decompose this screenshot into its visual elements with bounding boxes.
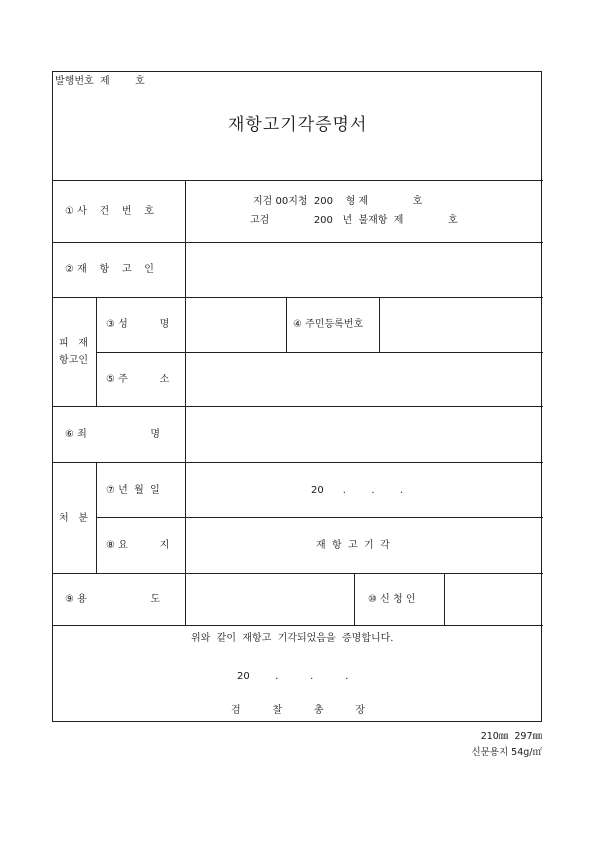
case-number-label: ① 사 건 번 호 <box>65 206 154 217</box>
accused-group-label-2: 항고인 <box>59 355 88 366</box>
resident-number-label: ④ 주민등록번호 <box>293 319 364 330</box>
paper-spec: 신문용지 54g/㎡ <box>471 747 542 758</box>
divider <box>96 352 543 353</box>
reappellant-label: ② 재 항 고 인 <box>65 264 154 275</box>
address-label: ⑤ 주 소 <box>106 374 170 385</box>
document-title: 재항고기각증명서 <box>228 115 368 135</box>
cell-divider <box>354 573 355 625</box>
cell-divider <box>444 573 445 625</box>
gist-label: ⑧ 요 지 <box>106 540 170 551</box>
divider <box>53 297 543 298</box>
divider <box>53 462 543 463</box>
case-number-line2: 고검 200 년 불재항 제 호 <box>250 215 458 226</box>
divider <box>53 573 543 574</box>
group-divider <box>96 462 97 573</box>
gist-value: 재 항 고 기 각 <box>316 540 390 551</box>
certificate-form <box>52 71 542 722</box>
applicant-label: ⑩ 신 청 인 <box>368 594 416 605</box>
divider <box>53 625 543 626</box>
divider <box>53 242 543 243</box>
case-number-line1: 지검 00지청 200 형 제 호 <box>253 196 423 207</box>
date-value: 20 . . . <box>311 485 404 496</box>
name-label: ③ 성 명 <box>106 319 170 330</box>
paper-size: 210㎜ 297㎜ <box>480 731 542 742</box>
group-divider <box>96 297 97 406</box>
cell-divider <box>379 297 380 352</box>
issuing-authority: 검 찰 총 장 <box>231 705 366 716</box>
divider <box>96 517 543 518</box>
purpose-label: ⑨ 용 도 <box>65 594 161 605</box>
disposition-group-label: 처 분 <box>59 513 88 524</box>
date-label: ⑦ 년 월 일 <box>106 485 160 496</box>
charge-label: ⑥ 죄 명 <box>65 429 161 440</box>
label-column-divider <box>185 180 186 625</box>
certification-date: 20 . . . <box>237 671 349 682</box>
divider <box>53 180 543 181</box>
issue-number: 발행번호 제 호 <box>55 76 145 87</box>
divider <box>53 406 543 407</box>
accused-group-label-1: 피 재 <box>59 338 88 349</box>
certification-statement: 위와 같이 재항고 기각되었음을 증명합니다. <box>191 633 394 644</box>
cell-divider <box>286 297 287 352</box>
